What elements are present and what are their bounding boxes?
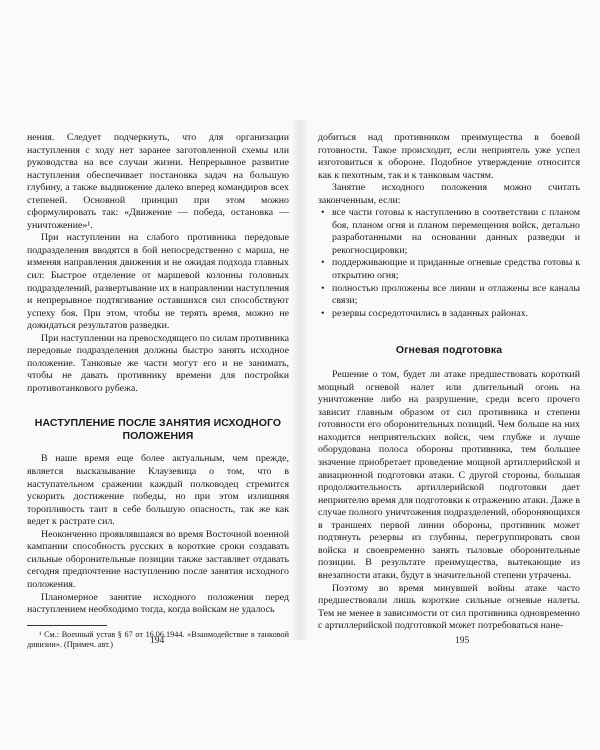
left-paragraph-6: Планомерное занятие исходного положения перед наступлением необходимо тогда, когда войскам не удалось [27,591,289,616]
right-section-heading: Огневая подготовка [395,344,503,357]
left-paragraph-5: Неоконченно проявлявшаяся во время Восточной военной кампании способность русских в короткие сроки создавать сильные оборонительные позиции также заставляет отдавать сегодня предпочтение наступлению после занятия исходного положения. [27,528,289,590]
bullet-icon: • [321,257,325,269]
bullet-icon: • [321,307,325,319]
left-page [27,132,289,650]
left-paragraph-2: При наступлении на слабого противника передовые подразделения вводятся в бой непосредственно с марша, не изменяя направления движения и не ожидая подхода главных сил: Быстрое отделение от маршевой колонны головных подразделений, развертывание их в направлении наступления и непрерывное подтягивание оставшихся сил способствуют успеху боя. При этом, чтобы не терять время, можно не дожидаться результатов разведки. [27,232,289,332]
list-item: • все части готовы к наступлению в соответствии с планом боя, планом огня и планом перемещения войск, детально разработанными на основании данных разведки и рекогносцировки; [321,207,580,256]
right-page [318,132,580,633]
left-section-heading: НАСТУПЛЕНИЕ ПОСЛЕ ЗАНЯТИЯ ИСХОДНОГО ПОЛОЖЕНИЯ [34,417,282,443]
list-item: • резервы сосредоточились в заданных районах. [321,307,529,319]
list-item: • поддерживающие и приданные огневые средства готовы к открытию огня; [321,257,580,282]
right-paragraph-3: Поэтому во время минувшей войны атаке часто предшествовали лишь короткие сильные огневые налеты. Тем не менее в зависимости от сил противника одновременно с артиллерийской подготовкой может потребоваться нане- [318,582,580,632]
footnote-divider [27,625,107,626]
right-paragraph-2: Решение о том, будет ли атаке предшествовать короткий мощный огневой налет или длительный огонь на уничтожение либо на разрушение, среди всего прочего зависит главным образом от сил противника и степени готовности его оборонительных позиций. Чем больше на них находится неприятельских войск, чем глубже и лучше оборудована полоса обороны противника, тем большее значение приобретает проведение мощной артиллерийской и авиационной подготовки атаки. С другой стороны, большая продолжительность артиллерийской подготовки дает неприятелю время для подготовки к отражению атаки. Даже в случае полного уничтожения подразделений, обороняющихся в траншеях первой линии обороны, противник может подтянуть резервы из глубины, перегруппировать свои войска и своевременно занять тыловые оборонительные позиции. В результате преимущества, вытекающие из внезапности атаки, будут в значительной степени утрачены. [318,369,580,581]
left-paragraph-1: нения. Следует подчеркнуть, что для организации наступления с ходу нет заранее заготовленной схемы или руководства на все случаи жизни. Непрерывное развитие наступления обеспечивает постановка задач на большую глубину, а также выдвижение далеко вперед командиров всех степеней. Основной принцип при этом можно сформулировать так: «Движение — победа, остановка — уничтожение»¹. [27,132,289,231]
list-intro: Занятие исходного положения можно считать законченным, если: [318,182,580,206]
page-gutter [291,120,309,640]
readiness-list [318,207,580,320]
left-paragraph-3: При наступлении на превосходящего по силам противника передовые подразделения должны быстро занять исходное положение. Танковые же части могут его и не занимать, чтобы не давать противнику времени для постройки противотанкового рубежа. [27,332,289,394]
left-paragraph-4: В наше время еще более актуальным, чем прежде, является высказывание Клаузевица о том, что в наступательном сражении каждый полководец стремится ускорить достижение победы, но при этом излишняя торопливость таит в себе большую опасность, так же как ведет к растрате сил. [27,453,289,528]
bullet-icon: • [321,207,325,219]
left-page-number: 194 [150,636,165,646]
right-paragraph-1: добиться над противником преимущества в боевой готовности. Такое происходит, если неприятель уже успел изготовиться к обороне. Подобное утверждение относится как к пехотным, так и к танковым частям. [318,132,580,181]
bullet-icon: • [321,282,325,294]
footnote: ¹ См.: Военный устав § 67 от 16.06.1944. «Взаимодействие в танковой дивизии». (Примеч. авт.) [27,629,289,649]
list-item: • полностью проложены все линии и отлажены все каналы связи; [321,282,580,307]
right-page-number: 195 [455,636,470,646]
